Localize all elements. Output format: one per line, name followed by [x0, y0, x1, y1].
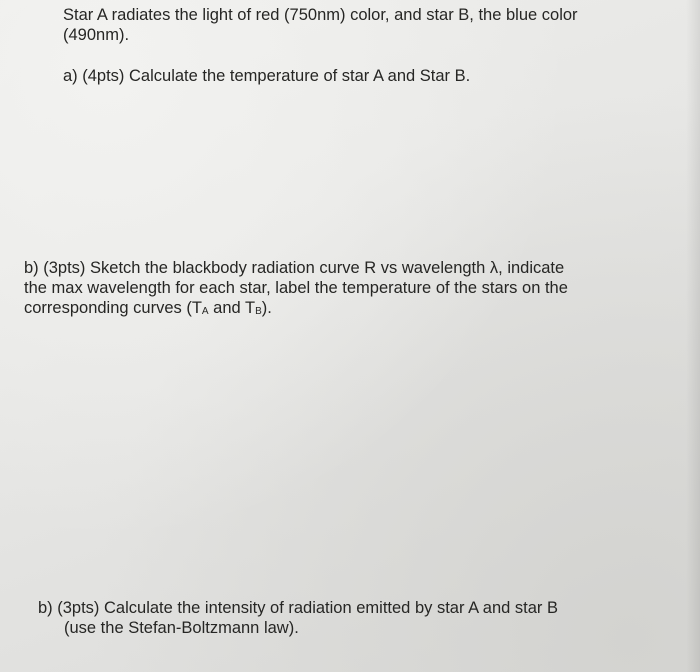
question-b-sketch-line-1: b) (3pts) Sketch the blackbody radiation curve R vs wavelength λ, indicate [24, 259, 565, 277]
question-b-sketch [24, 258, 568, 321]
subscript-b: B [255, 306, 262, 317]
question-b-intensity [38, 598, 558, 638]
intro-line-2: (490nm). [63, 26, 130, 44]
line-3-suffix: ). [261, 299, 272, 317]
paper-edge-shadow [686, 0, 700, 672]
question-a [63, 66, 470, 86]
question-b-sketch-line-2: the max wavelength for each star, label the temperature of the stars on the [24, 279, 568, 297]
question-b-intensity-line-1: b) (3pts) Calculate the intensity of radiation emitted by star A and star B [38, 599, 559, 617]
problem-intro [63, 5, 578, 45]
question-b-intensity-line-2: (use the Stefan-Boltzmann law). [64, 619, 299, 637]
intro-line-1: Star A radiates the light of red (750nm) color, and star B, the blue color [63, 6, 578, 24]
line-3-mid: and T [208, 299, 256, 317]
line-3-prefix: corresponding curves (T [24, 299, 202, 317]
question-a-text: a) (4pts) Calculate the temperature of star A and Star B. [63, 67, 471, 85]
subscript-a: A [201, 306, 209, 317]
question-b-sketch-line-3 [24, 298, 568, 321]
